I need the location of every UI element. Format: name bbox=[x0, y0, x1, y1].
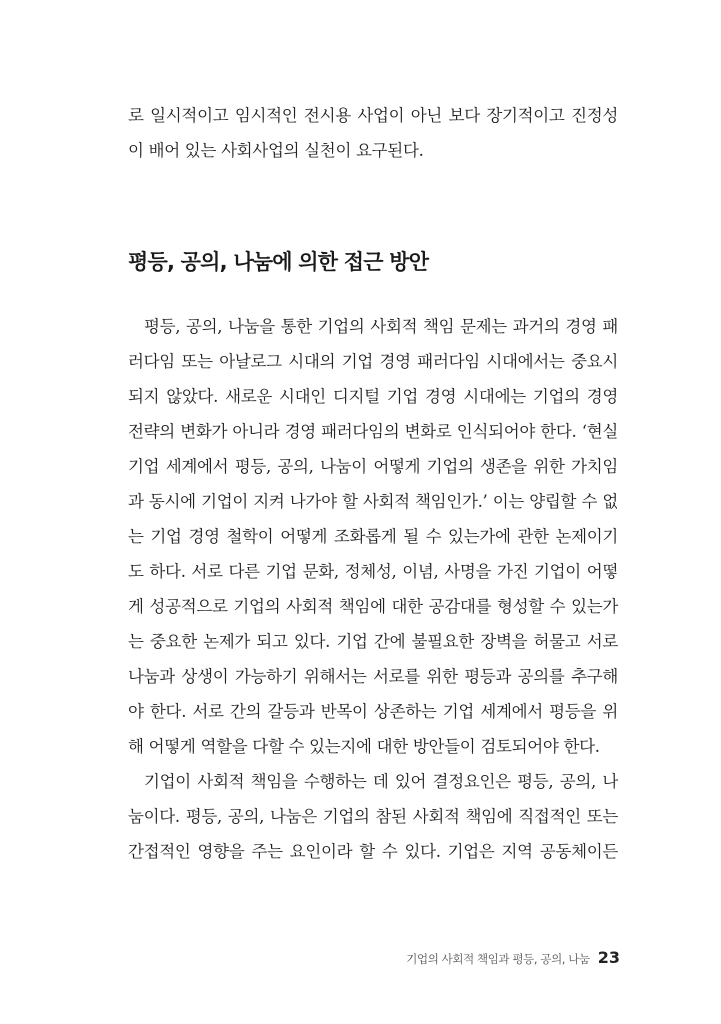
page-footer bbox=[406, 948, 620, 967]
text-line: 기업이 사회적 책임을 수행하는 데 있어 결정요인은 평등, 공의, 나 bbox=[144, 772, 618, 791]
text-line: 는 기업 경영 철학이 어떻게 조화롭게 될 수 있는가에 관한 논제이기 bbox=[128, 527, 618, 546]
text-line: 로 일시적이고 임시적인 전시용 사업이 아닌 보다 장기적이고 진정성 bbox=[128, 106, 618, 125]
text-line: 해 어떻게 역할을 다할 수 있는지에 대한 방안들이 검토되어야 한다. bbox=[128, 737, 600, 756]
text-line: 전략의 변화가 아니라 경영 패러다임의 변화로 인식되어야 한다. ‘현실 bbox=[128, 422, 618, 441]
text-line: 나눔과 상생이 가능하기 위해서는 서로를 위한 평등과 공의를 추구해 bbox=[128, 667, 618, 686]
intro-paragraph bbox=[128, 98, 618, 168]
text-line: 되지 않았다. 새로운 시대인 디지털 기업 경영 시대에는 기업의 경영 bbox=[128, 387, 618, 406]
text-line: 기업 세계에서 평등, 공의, 나눔이 어떻게 기업의 생존을 위한 가치임 bbox=[128, 457, 618, 476]
text-line: 는 중요한 논제가 되고 있다. 기업 간에 불필요한 장벽을 허물고 서로 bbox=[128, 632, 618, 651]
text-line: 눔이다. 평등, 공의, 나눔은 기업의 참된 사회적 책임에 직접적인 또는 bbox=[128, 807, 618, 826]
text-line: 도 하다. 서로 다른 기업 문화, 정체성, 이념, 사명을 가진 기업이 어떻 bbox=[128, 562, 618, 581]
page-number: 23 bbox=[597, 948, 620, 967]
section-body bbox=[128, 309, 618, 869]
section-heading: 평등, 공의, 나눔에 의한 접근 방안 bbox=[128, 250, 429, 274]
text-line: 간접적인 영향을 주는 요인이라 할 수 있다. 기업은 지역 공동체이든 bbox=[128, 842, 618, 861]
text-line: 게 성공적으로 기업의 사회적 책임에 대한 공감대를 형성할 수 있는가 bbox=[128, 597, 618, 616]
text-line: 평등, 공의, 나눔을 통한 기업의 사회적 책임 문제는 과거의 경영 패 bbox=[144, 317, 618, 336]
text-line: 러다임 또는 아날로그 시대의 기업 경영 패러다임 시대에서는 중요시 bbox=[128, 352, 618, 371]
text-line: 야 한다. 서로 간의 갈등과 반목이 상존하는 기업 세계에서 평등을 위 bbox=[128, 702, 618, 721]
running-title: 기업의 사회적 책임과 평등, 공의, 나눔 bbox=[406, 952, 590, 966]
text-line: 과 동시에 기업이 지켜 나가야 할 사회적 책임인가.’ 이는 양립할 수 없 bbox=[128, 492, 618, 511]
text-line: 이 배어 있는 사회사업의 실천이 요구된다. bbox=[128, 141, 424, 160]
